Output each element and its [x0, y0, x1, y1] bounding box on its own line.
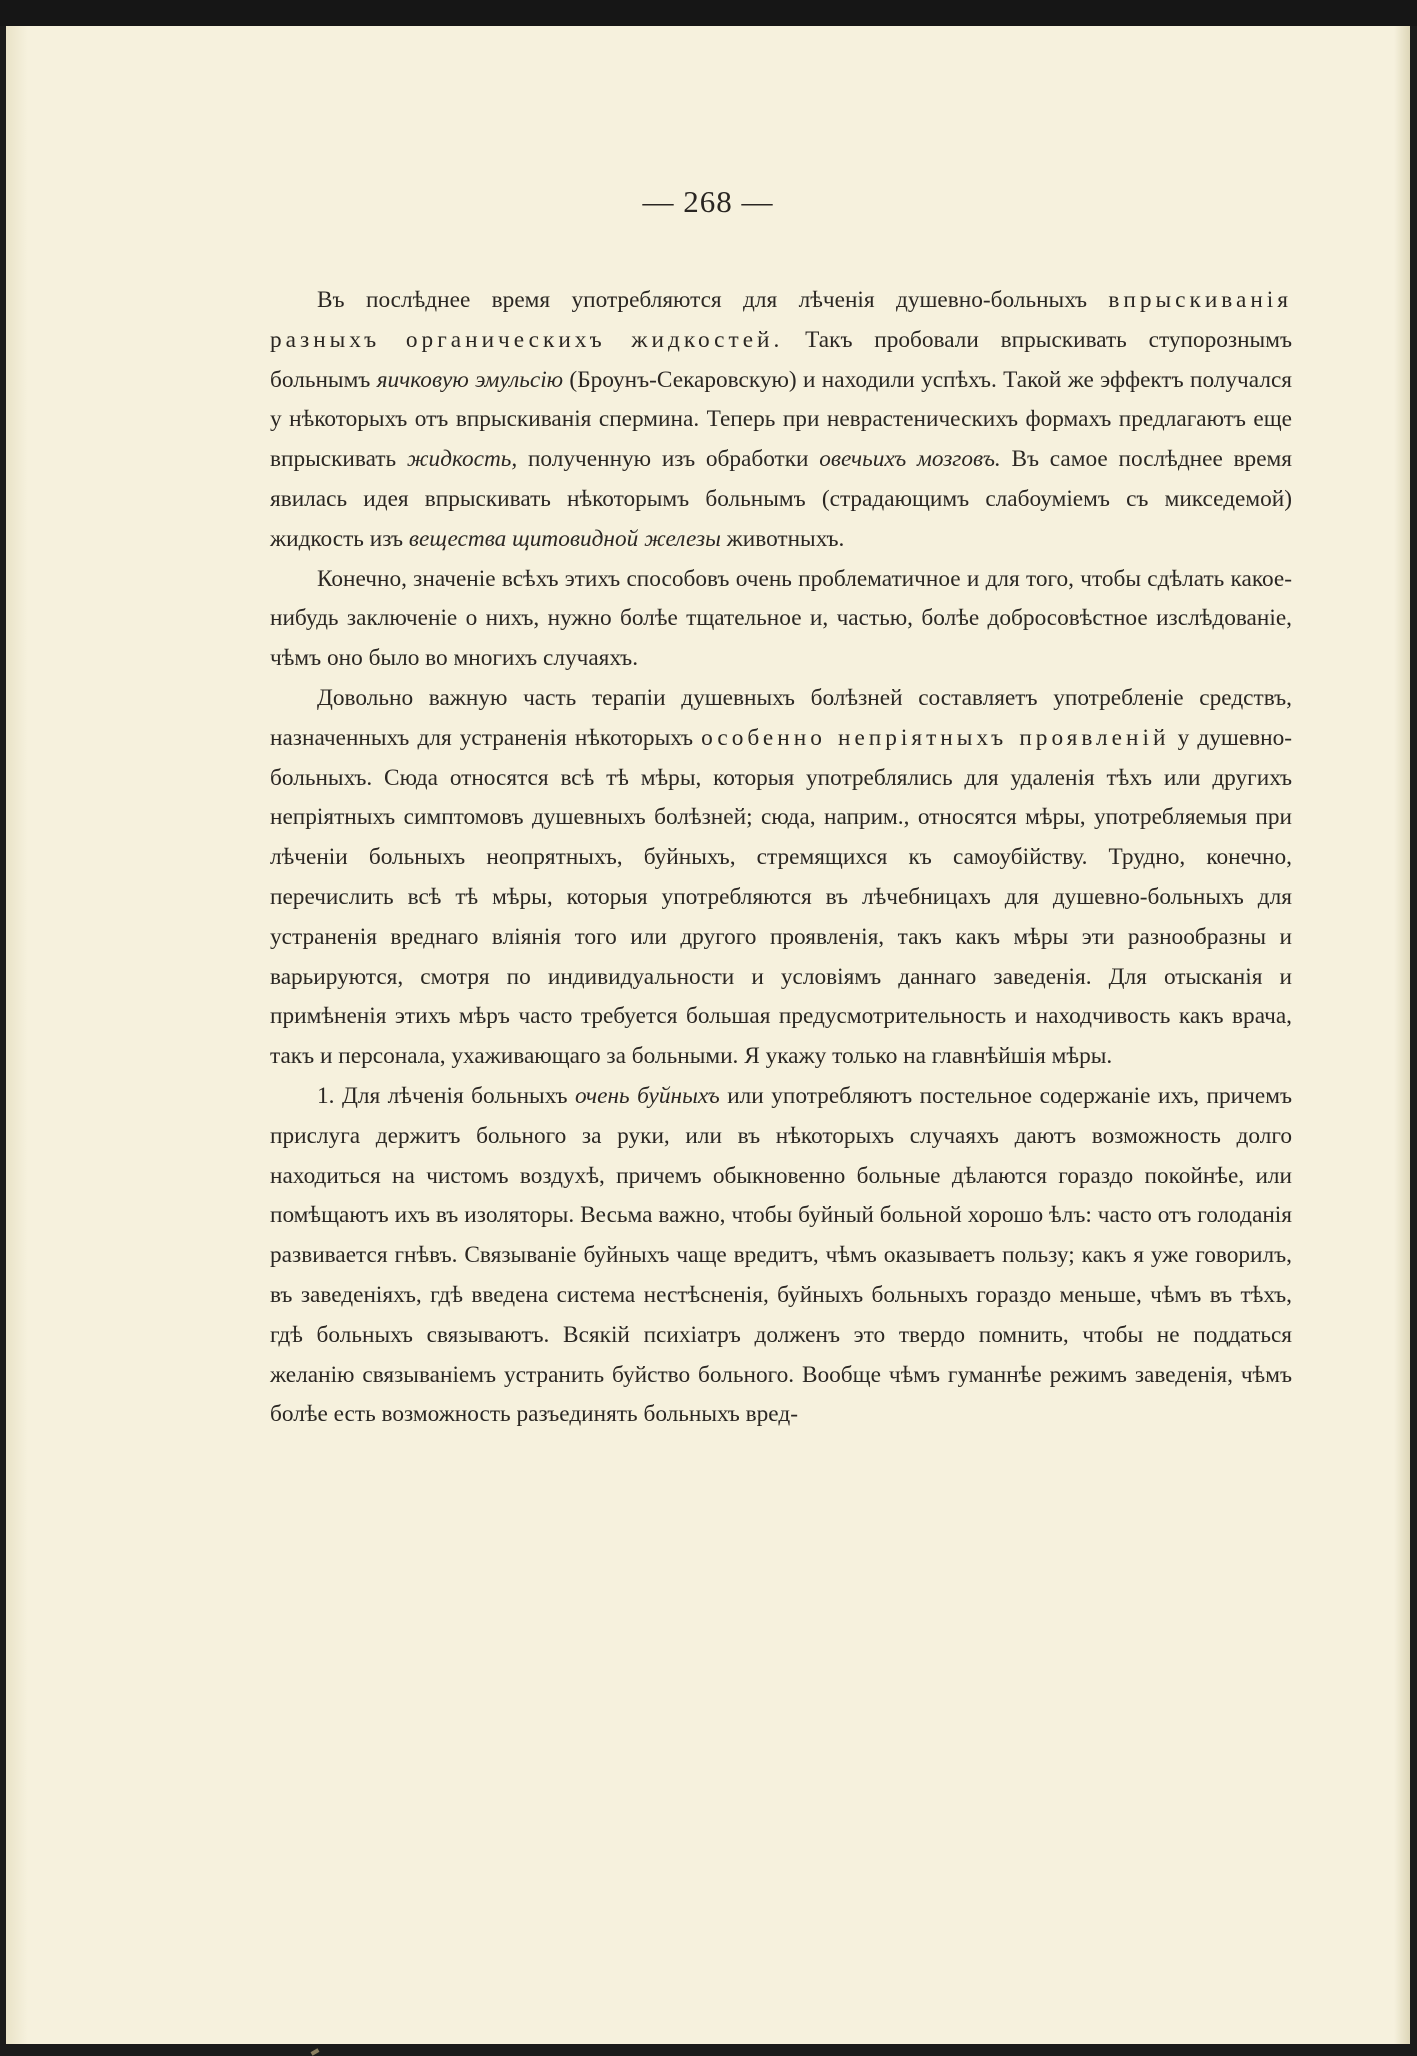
page-fold-right	[1394, 26, 1410, 2044]
scan-border	[0, 0, 1417, 26]
text-run: Такъ пробовали впрыскивать ступорознымъ больнымъ	[270, 326, 1292, 393]
page-number: — 268 —	[642, 184, 774, 219]
text-run: Въ послѣднее время употребляются для лѣченія душевно-больныхъ	[317, 287, 1109, 313]
text-run: у душевно-больныхъ. Сюда относятся всѣ тѣ мѣры, которыя употреблялись для удаленія тѣхъ или другихъ непріятныхъ симптомовъ душевныхъ болѣзней; сюда, наприм., относятся мѣры, употребляемыя при лѣченіи больныхъ неопрятныхъ, буйныхъ, стремящихся къ самоубійству. Трудно, конечно, перечислить всѣ тѣ мѣры, которыя употребляются въ лѣчебницахъ для душевно-больныхъ для устраненія вреднаго вліянія того или другого проявленія, такъ какъ мѣры эти разнообразны и варьируются, смотря по индивидуальности и условіямъ даннаго заведенія. Для отысканія и примѣненія этихъ мѣръ часто требуется большая предусмотрительность и находчивость какъ врача, такъ и персонала, ухаживающаго за больными. Я укажу только на главнѣйшія мѣры.	[270, 724, 1292, 1070]
text-run: Конечно, значеніе всѣхъ этихъ способовъ очень проблематичное и для того, чтобы сдѣлать какое-нибудь заключеніе о нихъ, нужно болѣе тщательное и, частью, болѣе добросовѣстное изслѣдованіе, чѣмъ оно было во многихъ случаяхъ.	[270, 565, 1292, 672]
spaced-emphasis: впрыскиванія разныхъ органическихъ жидкостей.	[270, 287, 1292, 353]
book-page	[6, 26, 1410, 2044]
paragraph	[270, 1077, 1292, 1435]
page-fold-left	[6, 26, 28, 2044]
text-run: или употребляютъ постельное содержаніе ихъ, причемъ прислуга держитъ больного за руки, или въ нѣкоторыхъ случаяхъ даютъ возможность долго находиться на чистомъ воздухѣ, причемъ обыкновенно больные дѣлаются гораздо покойнѣе, или помѣщаютъ ихъ въ изоляторы. Весьма важно, чтобы буйный больной хорошо ѣлъ: часто отъ голоданія развивается гнѣвъ. Связываніе буйныхъ чаще вредитъ, чѣмъ оказываетъ пользу; какъ я уже говорилъ, въ заведеніяхъ, гдѣ введена система нестѣсненія, буйныхъ больныхъ гораздо меньше, чѣмъ въ тѣхъ, гдѣ больныхъ связываютъ. Всякій психіатръ долженъ это твердо помнить, чтобы не поддаться желанію связываніемъ устранить буйство больного. Вообще чѣмъ гуманнѣе режимъ заведенія, чѣмъ болѣе есть возможность разъединять больныхъ вред-	[270, 1082, 1292, 1428]
text-run: 1. Для лѣченія больныхъ	[317, 1082, 575, 1109]
ink-speck	[311, 2048, 320, 2055]
paragraph	[270, 560, 1292, 679]
text-run: Довольно важную часть терапіи душевныхъ болѣзней составляетъ употребленіе средствъ, назначенныхъ для устраненія нѣкоторыхъ	[270, 684, 1292, 751]
paragraph	[270, 679, 1292, 1077]
spaced-emphasis: особенно непріятныхъ проявленій	[701, 724, 1170, 751]
paragraph	[270, 281, 1292, 560]
italic-emphasis: очень буйныхъ	[575, 1082, 720, 1109]
text-run: полученную изъ обработки	[517, 446, 820, 473]
italic-emphasis: яичковую эмульсію	[376, 366, 564, 393]
text-run: животныхъ.	[720, 525, 845, 552]
body-text	[270, 281, 1292, 1435]
text-run: Въ самое послѣднее время явилась идея впрыскивать нѣкоторымъ больнымъ (страдающимъ слабоуміемъ съ микседемой) жидкость изъ	[270, 446, 1292, 552]
italic-emphasis: вещества щитовидной железы	[408, 525, 721, 552]
text-run: (Броунъ-Секаровскую) и находили успѣхъ. Такой же эффектъ получался у нѣкоторыхъ отъ впрыскиванія спермина. Теперь при неврастеническихъ формахъ предлагаютъ еще впрыскивать	[270, 366, 1292, 473]
italic-emphasis: жидкость,	[406, 446, 518, 473]
italic-emphasis: овечьихъ мозговъ.	[819, 446, 1001, 473]
